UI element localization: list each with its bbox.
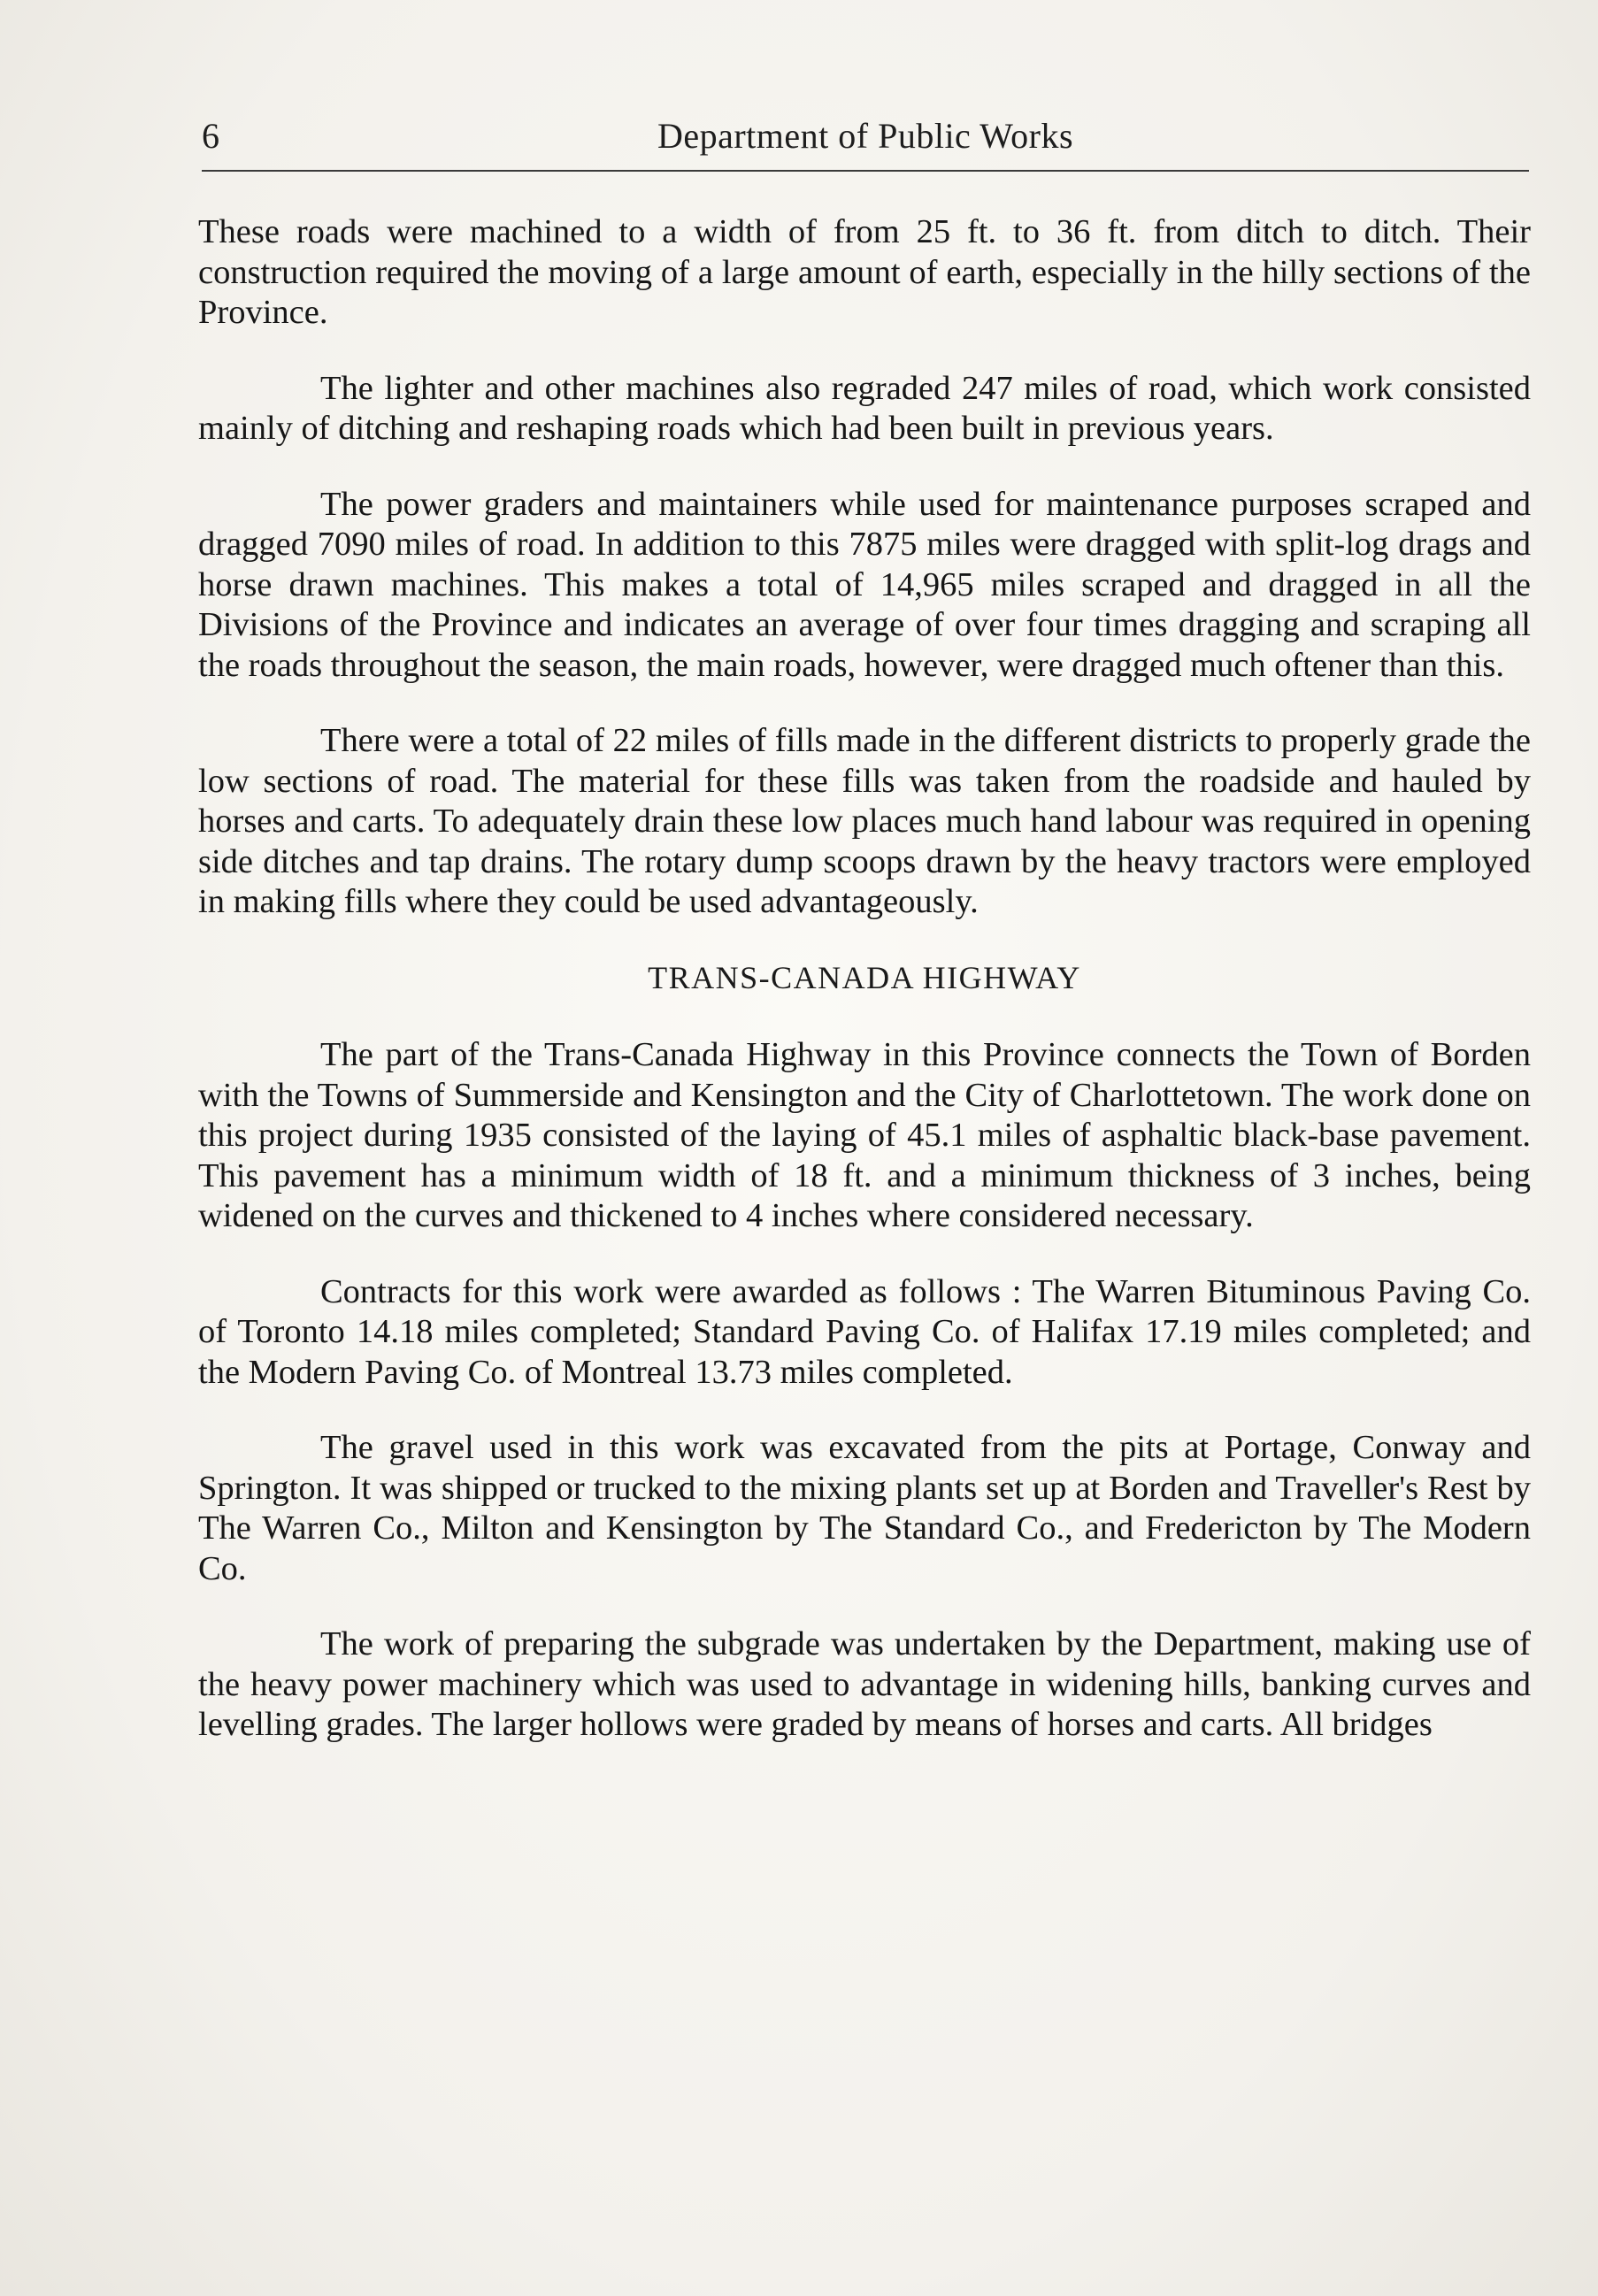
paragraph-1: These roads were machined to a width of from 25 ft. to 36 ft. from ditch to ditch. Their construction required the moving of a large amount of earth, especially in the hilly sections of the Province. [198, 213, 1531, 331]
paragraph-6: Contracts for this work were awarded as follows : The Warren Bituminous Paving Co. of Toronto 14.18 miles completed; Standard Paving Co. of Halifax 17.19 miles completed; and the Modern Paving Co. of Montreal 13.73 miles completed. [198, 1272, 1531, 1391]
paragraph-8: The work of preparing the subgrade was undertaken by the Department, making use of the heavy power machinery which was used to advantage in widening hills, banking curves and levelling grades. The larger hollows were graded by means of horses and carts. All bridges [198, 1625, 1531, 1743]
page-number: 6 [202, 116, 219, 156]
section-heading: TRANS-CANADA HIGHWAY [648, 959, 1081, 995]
paragraph-4: There were a total of 22 miles of fills made in the different districts to properly grade the low sections of road. The material for these fills was taken from the roadside and hauled by horses and carts. To adequately drain these low places much hand labour was required in opening side ditches and tap drains. The rotary dump scoops drawn by the heavy tractors were employed in making fills where they could be used advantageously. [198, 722, 1531, 920]
paragraph-3: The power graders and maintainers while used for maintenance purposes scraped and dragged 7090 miles of road. In addition to this 7875 miles were dragged with split-log drags and horse drawn machines. This makes a total of 14,965 miles scraped and dragged in all the Divisions of the Province and indicates an average of over four times dragging and scraping all the roads throughout the season, the main roads, however, were dragged much oftener than this. [198, 485, 1531, 684]
body-text [198, 212, 1531, 1781]
paragraph-7: The gravel used in this work was excavated from the pits at Portage, Conway and Springton. It was shipped or trucked to the mixing plants set up at Borden and Traveller's Rest by The Warren Co., Milton and Kensington by The Standard Co., and Fredericton by The Modern Co. [198, 1429, 1531, 1587]
running-head: Department of Public Works [657, 116, 1074, 156]
paragraph-5: The part of the Trans-Canada Highway in this Province connects the Town of Borden with the Towns of Summerside and Kensington and the City of Charlottetown. The work done on this project during 1935 consisted of the laying of 45.1 miles of asphaltic black-base pavement. This pavement has a minimum width of 18 ft. and a minimum thickness of 3 inches, being widened on the curves and thickened to 4 inches where considered necessary. [198, 1036, 1531, 1234]
paragraph-2: The lighter and other machines also regraded 247 miles of road, which work consisted mainly of ditching and reshaping roads which had been built in previous years. [198, 369, 1531, 447]
page-header [202, 115, 1529, 165]
header-rule [202, 170, 1529, 172]
